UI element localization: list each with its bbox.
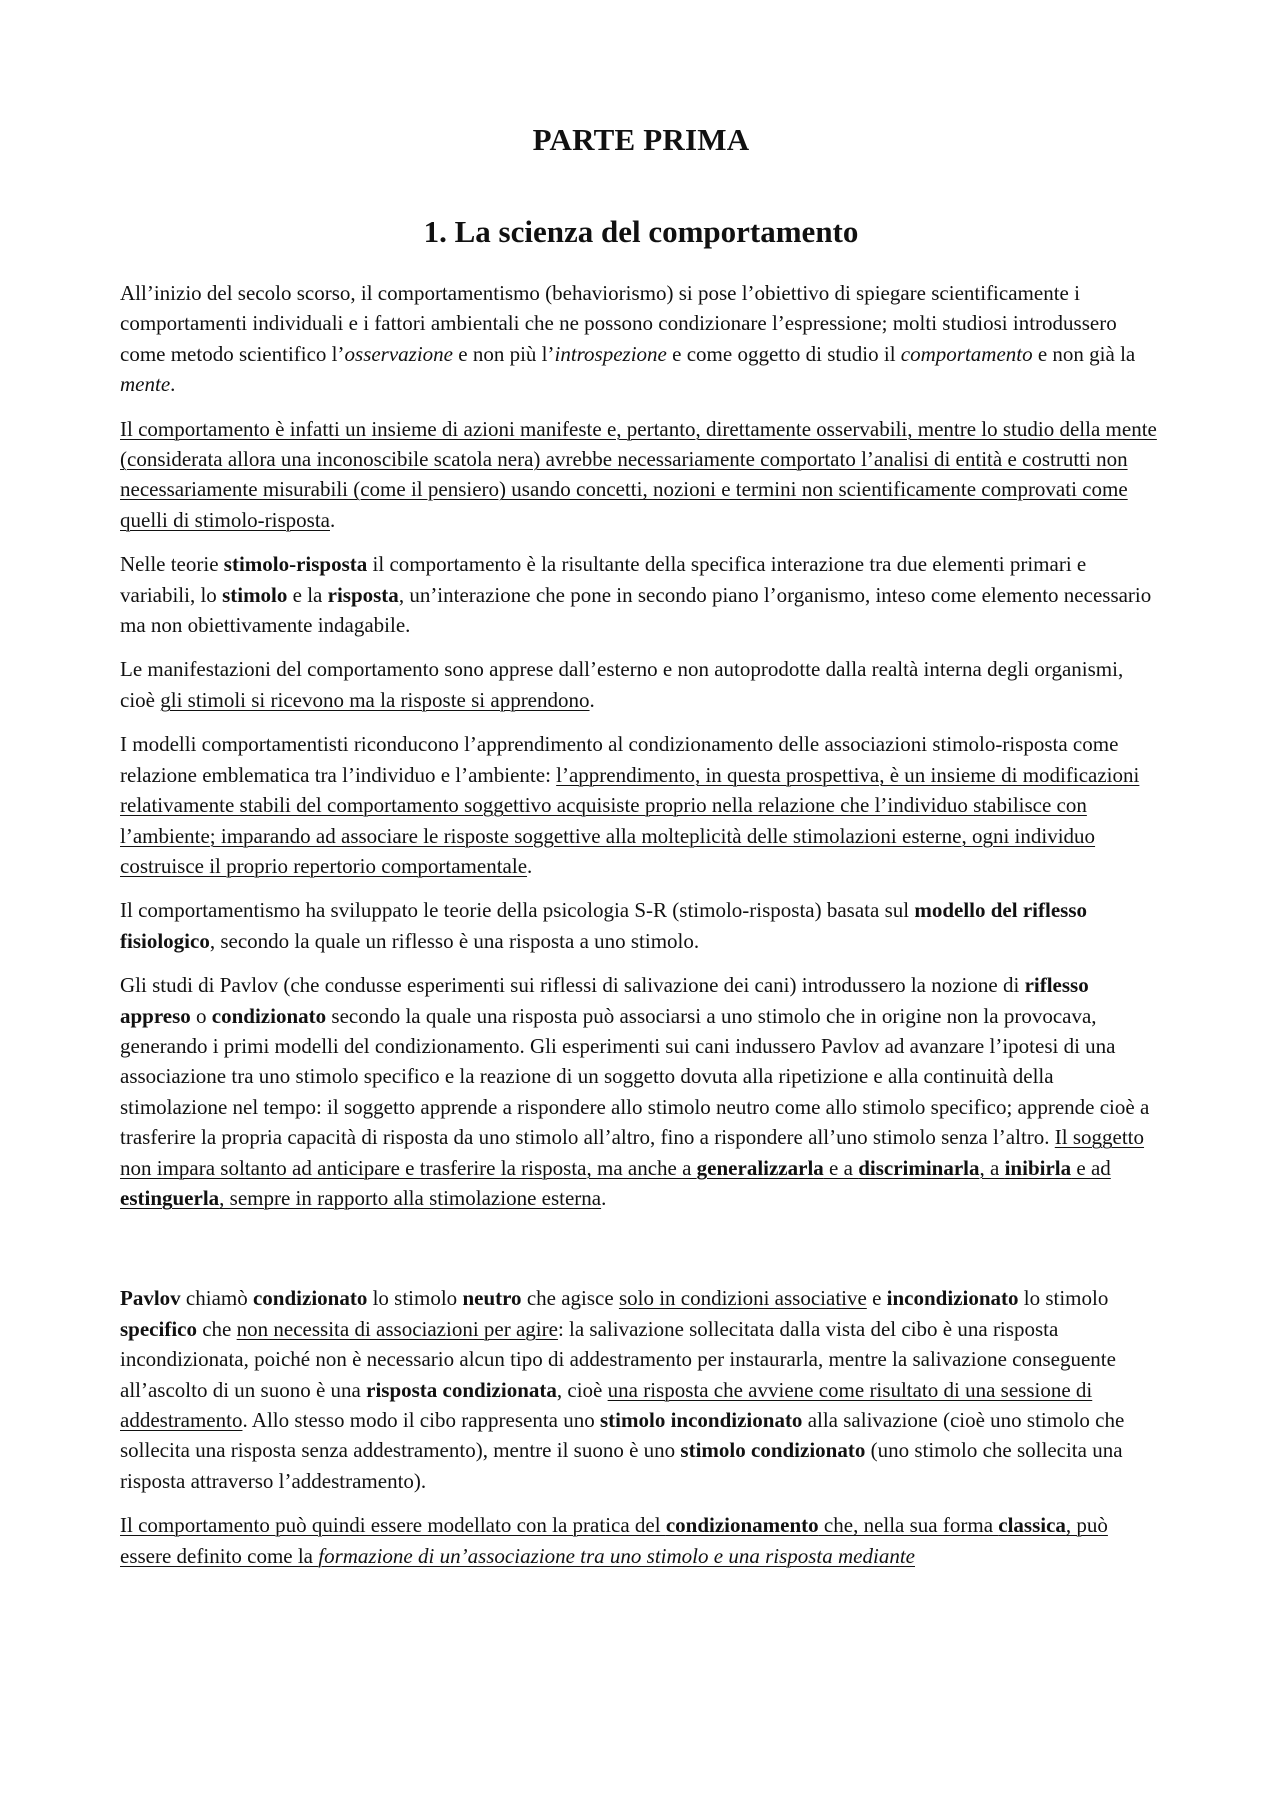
bold-text: inibirla	[1004, 1155, 1072, 1180]
text-run: e non più l’	[453, 341, 555, 366]
text-run: e la	[287, 582, 328, 607]
italic-text: osservazione	[344, 341, 454, 366]
underlined-text: Il comportamento è infatti un insieme di azioni manifeste e, pertanto, direttamente osservabili, mentre lo studio della mente (considerata allora una inconoscibile scatola nera) avrebbe necessariamente comportato l’analisi di entità e costrutti non necessariamente misurabili (come il pensiero) usando concetti, nozioni e termini non scientificamente comprovati come quelli di stimolo-risposta	[120, 416, 1157, 532]
text-run: Gli studi di Pavlov (che condusse esperimenti sui riflessi di salivazione dei cani) introdussero la nozione di	[120, 973, 1025, 998]
bold-text: estinguerla	[120, 1185, 220, 1210]
text-run: che, nella sua forma	[818, 1513, 999, 1538]
text-run: secondo la quale una risposta può associarsi a uno stimolo che in origine non la provocava, generando i primi modelli del condizionamento. Gli esperimenti sui cani indussero Pavlov ad avanzare l’ipotesi di una associazione tra uno stimolo specifico e la reazione di un soggetto dovuta alla ripetizione e alla continuità della stimolazione nel tempo: il soggetto apprende a rispondere allo stimolo neutro come allo stimolo specifico; apprende cioè a trasferire la propria capacità di risposta da uno stimolo all’altro, fino a rispondere all’uno stimolo senza l’altro.	[120, 1003, 1150, 1150]
text-run: .	[527, 853, 533, 878]
text-run: e	[866, 1286, 887, 1311]
paragraph-3	[120, 549, 1162, 640]
bold-text: stimolo	[222, 582, 288, 607]
paragraph-8	[120, 1283, 1162, 1496]
paragraph-1	[120, 278, 1162, 400]
bold-text: neutro	[462, 1286, 522, 1311]
bold-text: stimolo incondizionato	[600, 1408, 803, 1432]
bold-text: condizionamento	[665, 1513, 819, 1538]
text-run: I modelli comportamentisti riconducono l’apprendimento al condizionamento delle associazioni stimolo-risposta come relazione emblematica tra l’individuo e l’ambiente:	[120, 732, 1119, 787]
text-run: e non già la	[1032, 341, 1136, 366]
text-run: chiamò	[180, 1286, 253, 1311]
italic-text: introspezione	[554, 341, 667, 366]
text-run: e ad	[1071, 1155, 1111, 1180]
underlined-text: una risposta che avviene come risultato di una sessione di addestramento	[120, 1377, 1093, 1432]
text-run: , sempre in rapporto alla stimolazione esterna	[219, 1185, 602, 1210]
text-run: lo stimolo	[1018, 1286, 1109, 1311]
text-run: : la salivazione sollecitata dalla vista del cibo è una risposta incondizionata, poiché non è necessario alcun tipo di addestramento per instaurarla, mentre la salivazione conseguente all’ascolto di un suono è una	[120, 1316, 1116, 1402]
paragraph-7	[120, 970, 1162, 1213]
text-run: .	[170, 372, 176, 397]
bold-text: stimolo condizionato	[680, 1438, 866, 1463]
text-run: Le manifestazioni del comportamento sono apprese dall’esterno e non autoprodotte dalla realtà interna degli organismi, cioè	[120, 657, 1124, 712]
text-run: Il comportamentismo ha sviluppato le teorie della psicologia S-R (stimolo-risposta) basata sul	[120, 898, 915, 923]
underlined-text: l’apprendimento, in questa prospettiva, è un insieme di modificazioni relativamente stabili del comportamento soggettivo acquisiste proprio nella relazione che l’individuo stabilisce con l’ambiente; imparando ad associare le risposte soggettive alla molteplicità delle stimolazioni esterne, ogni individuo costruisce il proprio repertorio comportamentale	[120, 762, 1140, 878]
paragraph-4	[120, 654, 1162, 715]
bold-text: condizionato	[211, 1003, 327, 1028]
italic-text: formazione di un’associazione tra uno stimolo e una risposta mediante	[318, 1543, 915, 1568]
bold-text: riflesso appreso	[120, 973, 1089, 1028]
paragraph-6	[120, 895, 1162, 956]
text-run: che agisce	[521, 1286, 619, 1311]
bold-text: incondizionato	[886, 1286, 1019, 1311]
paragraph-2	[120, 414, 1162, 536]
text-run: Nelle teorie	[120, 552, 224, 577]
bold-text: condizionato	[252, 1286, 368, 1311]
bold-text: discriminarla	[858, 1155, 980, 1180]
italic-text: mente	[120, 372, 171, 397]
text-run: Il comportamento può quindi essere modellato con la pratica del	[120, 1513, 666, 1538]
bold-text: stimolo-risposta	[223, 552, 368, 577]
text-run: , a	[979, 1155, 1005, 1180]
bold-text: risposta	[327, 582, 399, 607]
bold-text: risposta condizionata	[366, 1377, 557, 1402]
section-title: 1. La scienza del comportamento	[423, 214, 859, 249]
text-run: e a	[823, 1155, 859, 1180]
bold-text: Pavlov	[120, 1286, 181, 1311]
underlined-passage	[120, 1513, 1108, 1567]
text-run: lo stimolo	[367, 1286, 463, 1311]
bold-text: classica	[998, 1513, 1066, 1538]
text-run: o	[190, 1003, 212, 1028]
paragraph-9	[120, 1510, 1162, 1571]
text-run: , può essere definito come la	[120, 1513, 1108, 1568]
paragraph-5	[120, 729, 1162, 881]
text-run: Il soggetto non impara soltanto ad anticipare e trasferire la risposta, ma anche a	[120, 1125, 1145, 1180]
underlined-text: gli stimoli si ricevono ma la risposte si apprendono	[160, 687, 590, 712]
underlined-text: non necessita di associazioni per agire	[236, 1316, 558, 1341]
text-run: (uno stimolo che sollecita una risposta attraverso l’addestramento).	[120, 1438, 1123, 1493]
text-run: .	[589, 687, 595, 712]
text-run: All’inizio del secolo scorso, il comportamentismo (behaviorismo) si pose l’obiettivo di spiegare scientificamente i comportamenti individuali e i fattori ambientali che ne possono condizionare l’espressione; molti studiosi introdussero come metodo scientifico l’	[120, 281, 1117, 366]
text-run: che	[196, 1316, 237, 1341]
text-run: e come oggetto di studio il	[666, 341, 901, 366]
bold-text: specifico	[120, 1316, 197, 1341]
underlined-text: solo in condizioni associative	[618, 1286, 867, 1311]
part-title: PARTE PRIMA	[532, 122, 750, 157]
bold-text: generalizzarla	[696, 1155, 824, 1180]
text-run: , secondo la quale un riflesso è una risposta a uno stimolo.	[209, 928, 700, 953]
text-run: .	[601, 1185, 607, 1210]
italic-text: comportamento	[900, 341, 1033, 366]
text-run: , cioè	[556, 1377, 608, 1402]
text-run: , un’interazione che pone in secondo piano l’organismo, inteso come elemento necessario ma non obiettivamente indagabile.	[120, 582, 1152, 638]
text-run: il comportamento è la risultante della specifica interazione tra due elementi primari e variabili, lo	[120, 552, 1087, 607]
bold-text: modello del riflesso fisiologico	[120, 898, 1087, 953]
text-run: alla salivazione (cioè uno stimolo che sollecita una risposta senza addestramento), mentre il suono è uno	[120, 1408, 1125, 1463]
text-run: . Allo stesso modo il cibo rappresenta uno	[242, 1408, 600, 1432]
text-run: .	[330, 507, 336, 532]
